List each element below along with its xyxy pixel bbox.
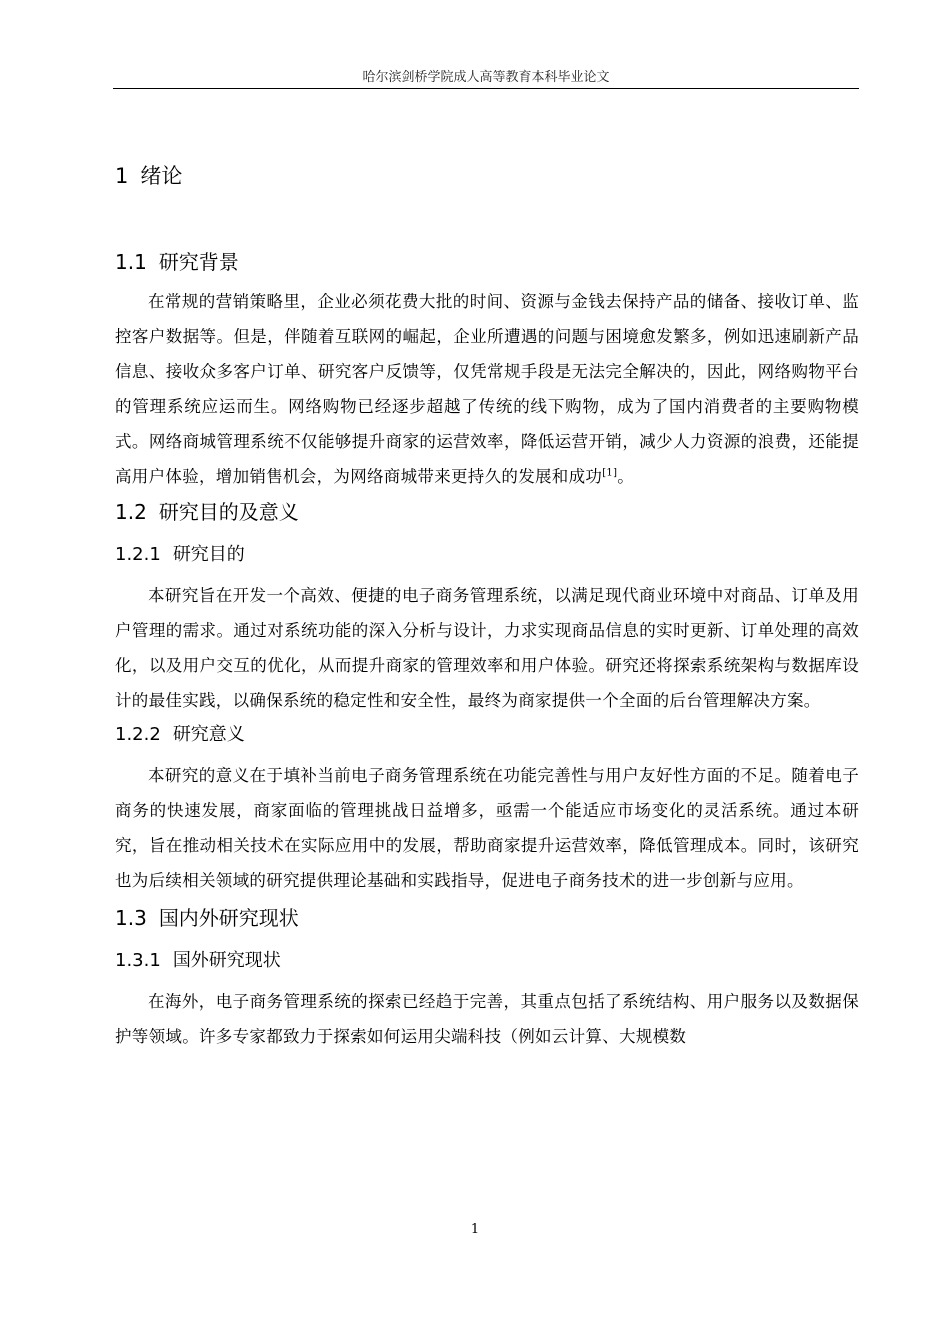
running-header: 哈尔滨剑桥学院成人高等教育本科毕业论文 (362, 70, 610, 85)
paragraph-foreign-research: 在海外，电子商务管理系统的探索已经趋于完善，其重点包括了系统结构、用户服务以及数据保护等领域。许多专家都致力于探索如何运用尖端科技（例如云计算、大规模数 (115, 992, 859, 1046)
page-number: 1 (470, 1222, 480, 1237)
paragraph-text: 在常规的营销策略里，企业必须花费大批的时间、资源与金钱去保持产品的储备、接收订单、监控客户数据等。但是，伴随着互联网的崛起，企业所遭遇的问题与困境愈发繁多，例如迅速刷新产品信息、接收众多客户订单、研究客户反馈等，仅凭常规手段是无法完全解决的，因此，网络购物平台的管理系统应运而生。网络购物已经逐步超越了传统的线下购物，成为了国内消费者的主要购物模式。网络商城管理系统不仅能够提升商家的运营效率，降低运营开销，减少人力资源的浪费，还能提高用户体验，增加销售机会，为网络商城带来更持久的发展和成功 (115, 292, 859, 486)
section-heading-1-1 (115, 248, 859, 276)
section-number: 1.1 (115, 250, 147, 274)
header-rule (113, 88, 859, 89)
subsection-title: 国外研究现状 (172, 950, 281, 971)
subsection-heading-1-2-2 (115, 722, 859, 748)
subsection-heading-1-3-1 (115, 948, 859, 974)
chapter-title: 绪论 (140, 164, 183, 188)
citation-ref: [1] (602, 467, 618, 479)
subsection-number: 1.2.2 (115, 724, 161, 745)
subsection-number: 1.2.1 (115, 544, 161, 565)
subsection-heading-1-2-1 (115, 542, 859, 568)
section-title: 研究背景 (158, 250, 239, 274)
section-heading-1-2 (115, 498, 859, 526)
section-number: 1.2 (115, 500, 147, 524)
subsection-title: 研究意义 (172, 724, 245, 745)
page-body (115, 140, 859, 1054)
chapter-heading (115, 162, 859, 190)
paragraph-purpose: 本研究旨在开发一个高效、便捷的电子商务管理系统，以满足现代商业环境中对商品、订单及用户管理的需求。通过对系统功能的深入分析与设计，力求实现商品信息的实时更新、订单处理的高效化，以及用户交互的优化，从而提升商家的管理效率和用户体验。研究还将探索系统架构与数据库设计的最佳实践，以确保系统的稳定性和安全性，最终为商家提供一个全面的后台管理解决方案。 (115, 586, 859, 710)
subsection-title: 研究目的 (172, 544, 245, 565)
chapter-number: 1 (115, 164, 129, 188)
paragraph-significance: 本研究的意义在于填补当前电子商务管理系统在功能完善性与用户友好性方面的不足。随着电子商务的快速发展，商家面临的管理挑战日益增多，亟需一个能适应市场变化的灵活系统。通过本研究，旨在推动相关技术在实际应用中的发展，帮助商家提升运营效率，降低管理成本。同时，该研究也为后续相关领域的研究提供理论基础和实践指导，促进电子商务技术的进一步创新与应用。 (115, 766, 859, 890)
subsection-number: 1.3.1 (115, 950, 161, 971)
section-heading-1-3 (115, 904, 859, 932)
section-number: 1.3 (115, 906, 147, 930)
section-title: 国内外研究现状 (158, 906, 299, 930)
paragraph-end: 。 (617, 467, 635, 486)
section-title: 研究目的及意义 (158, 500, 299, 524)
paragraph-background (115, 284, 859, 494)
